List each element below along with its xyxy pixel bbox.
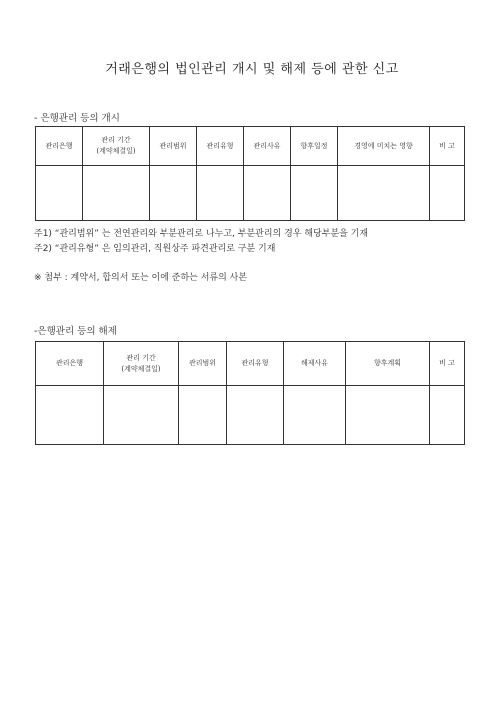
table-cell[interactable] — [104, 386, 179, 445]
header-management-type: 관리유형 — [197, 127, 244, 166]
table-cell[interactable] — [338, 166, 430, 221]
header-management-period: 관리 기간 (계약체결일) — [104, 342, 179, 386]
table-cell[interactable] — [197, 166, 244, 221]
header-business-impact: 경영에 미치는 영향 — [338, 127, 430, 166]
table-header-row — [36, 127, 465, 166]
document-title: 거래은행의 법인관리 개시 및 해제 등에 관한 신고 — [105, 62, 399, 77]
table-cell[interactable] — [284, 386, 346, 445]
note-2: 주2) “관리유형” 은 임의관리, 직원상주 파견관리로 구분 기재 — [34, 244, 276, 254]
table-cell[interactable] — [179, 386, 227, 445]
table-row — [36, 386, 465, 445]
management-release-table — [35, 341, 465, 445]
note-1: 주1) “관리범위” 는 전연관리와 부분관리로 나누고, 부분관리의 경우 해당부분을 기재 — [34, 229, 369, 239]
table-cell[interactable] — [291, 166, 338, 221]
table-row — [36, 166, 465, 221]
management-start-table — [35, 126, 465, 221]
attachment-note: ※ 첨부 : 계약서, 합의서 또는 이에 준하는 서류의 사본 — [34, 273, 248, 283]
header-managing-bank: 관리은행 — [36, 342, 104, 386]
table-cell[interactable] — [227, 386, 284, 445]
table-cell[interactable] — [150, 166, 197, 221]
header-managing-bank: 관리은행 — [36, 127, 83, 166]
table-cell[interactable] — [430, 386, 465, 445]
table-cell[interactable] — [36, 386, 104, 445]
section-heading-start: - 은행관리 등의 개시 — [34, 113, 120, 124]
table-cell[interactable] — [346, 386, 430, 445]
table-cell[interactable] — [244, 166, 291, 221]
header-remarks: 비 고 — [430, 127, 465, 166]
table-header-row — [36, 342, 465, 386]
table-cell[interactable] — [36, 166, 83, 221]
header-management-reason: 관리사유 — [244, 127, 291, 166]
table-cell[interactable] — [430, 166, 465, 221]
header-management-period: 관리 기간 (계약체결일) — [83, 127, 150, 166]
header-release-reason: 해제사유 — [284, 342, 346, 386]
header-management-scope: 관리범위 — [179, 342, 227, 386]
table-cell[interactable] — [83, 166, 150, 221]
header-management-type: 관리유형 — [227, 342, 284, 386]
header-remarks: 비 고 — [430, 342, 465, 386]
header-management-scope: 관리범위 — [150, 127, 197, 166]
header-future-plan: 향후계획 — [346, 342, 430, 386]
section-heading-release: -은행관리 등의 해제 — [34, 326, 117, 337]
header-future-schedule: 향후일정 — [291, 127, 338, 166]
